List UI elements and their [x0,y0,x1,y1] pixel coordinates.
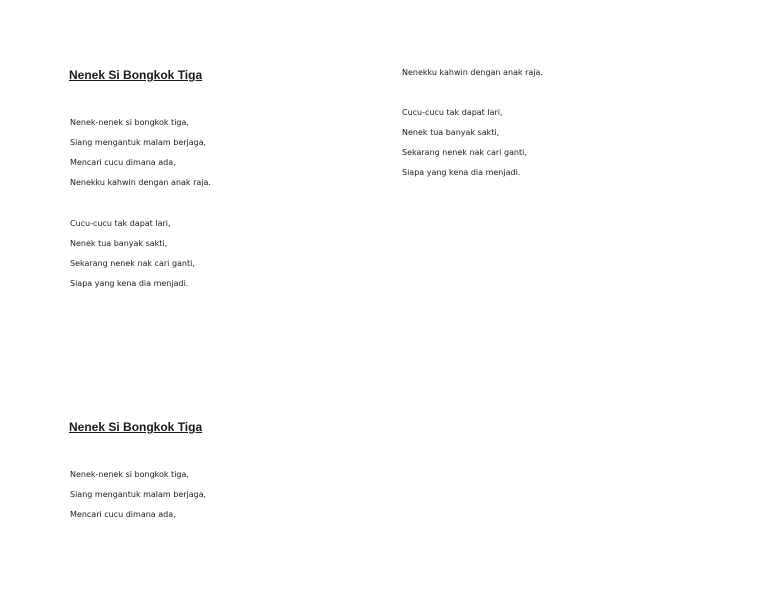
poem-line: Nenek-nenek si bongkok tiga, [70,118,189,127]
poem-line: Nenekku kahwin dengan anak raja. [402,68,543,77]
poem-line: Nenek-nenek si bongkok tiga, [70,470,189,479]
poem-line: Nenek tua banyak sakti, [402,128,500,137]
poem-line: Siang mengantuk malam berjaga, [70,490,207,499]
poem-line: Siang mengantuk malam berjaga, [70,138,207,147]
poem-line: Cucu-cucu tak dapat lari, [70,219,171,228]
poem-line: Sekarang nenek nak cari ganti, [70,259,195,268]
poem-line: Nenekku kahwin dengan anak raja. [70,178,211,187]
poem-line: Sekarang nenek nak cari ganti, [402,148,527,157]
poem-title: Nenek Si Bongkok Tiga [69,420,203,434]
poem-title: Nenek Si Bongkok Tiga [69,68,203,82]
poem-line: Nenek tua banyak sakti, [70,239,168,248]
poem-line: Mencari cucu dimana ada, [70,510,176,519]
poem-line: Siapa yang kena dia menjadi. [70,279,189,288]
poem-line: Cucu-cucu tak dapat lari, [402,108,503,117]
poem-line: Mencari cucu dimana ada, [70,158,176,167]
poem-line: Siapa yang kena dia menjadi. [402,168,521,177]
